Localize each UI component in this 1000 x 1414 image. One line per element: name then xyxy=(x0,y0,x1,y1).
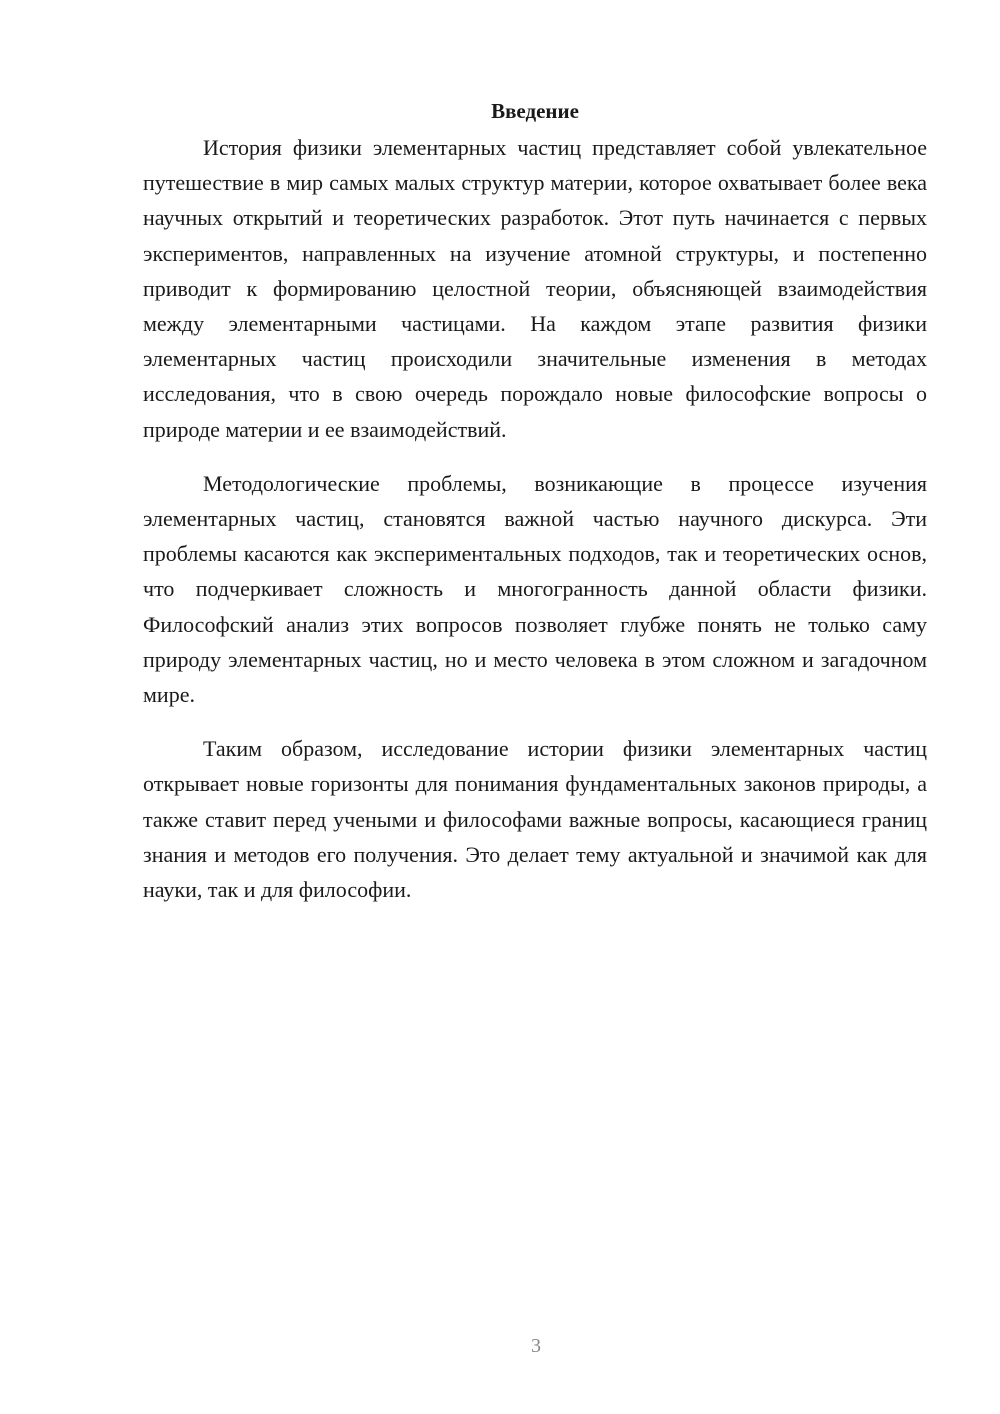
paragraph-1: История физики элементарных частиц представляет собой увлекательное путешествие в мир самых малых структур материи, которое охватывает более века научных открытий и теоретических разработок. Этот путь начинается с первых экспериментов, направленных на изучение атомной структуры, и постепенно приводит к формированию целостной теории, объясняющей взаимодействия между элементарными частицами. На каждом этапе развития физики элементарных частиц происходили значительные изменения в методах исследования, что в свою очередь порождало новые философские вопросы о природе материи и ее взаимодействий. xyxy=(143,135,927,442)
section-heading: Введение xyxy=(491,99,579,123)
page-content xyxy=(143,96,927,926)
paragraph-2: Методологические проблемы, возникающие в процессе изучения элементарных частиц, становятся важной частью научного дискурса. Эти проблемы касаются как экспериментальных подходов, так и теоретических основ, что подчеркивает сложность и многогранность данной области физики. Философский анализ этих вопросов позволяет глубже понять не только саму природу элементарных частиц, но и место человека в этом сложном и загадочном мире. xyxy=(143,470,927,708)
paragraph-3: Таким образом, исследование истории физики элементарных частиц открывает новые горизонты для понимания фундаментальных законов природы, а также ставит перед учеными и философами важные вопросы, касающиеся границ знания и методов его получения. Это делает тему актуальной и значимой как для науки, так и для философии. xyxy=(143,736,927,903)
page-number: 3 xyxy=(531,1335,541,1357)
